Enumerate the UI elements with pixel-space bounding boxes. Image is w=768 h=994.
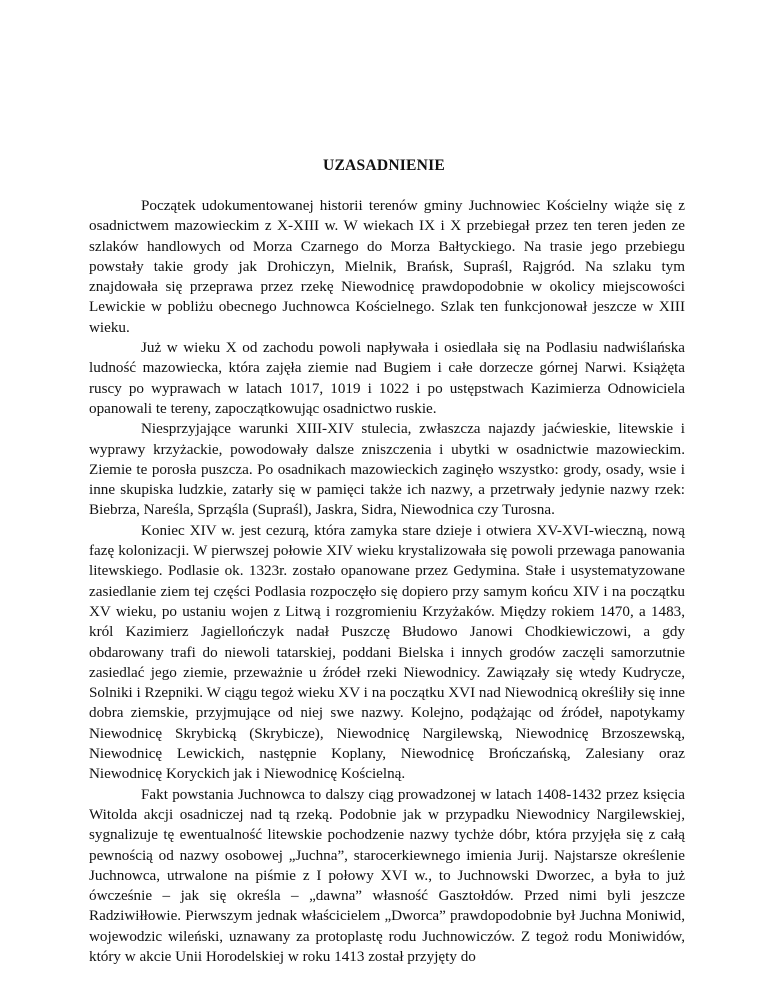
paragraph: Początek udokumentowanej historii terenów gminy Juchnowiec Kościelny wiąże się z osadnictwem mazowieckim z X-XIII w. W wiekach IX i X przebiegał przez ten teren jeden ze szlaków handlowych od Morza Czarnego do Morza Bałtyckiego. Na trasie jego przebiegu powstały takie grody jak Drohiczyn, Mielnik, Brańsk, Supraśl, Rajgród. Na szlaku tym znajdowała się przeprawa przez rzekę Niewodnicę prawdopodobnie w okolicy miejscowości Lewickie w pobliżu obecnego Juchnowca Kościelnego. Szlak ten funkcjonował jeszcze w XIII wieku.	[89, 197, 685, 336]
document-title: UZASADNIENIE	[323, 157, 445, 174]
paragraph: Już w wieku X od zachodu powoli napływała i osiedlała się na Podlasiu nadwiślańska ludność mazowiecka, która zajęła ziemie nad Bugiem i całe dorzecze górnej Narwi. Książęta ruscy po wyprawach w latach 1017, 1019 i 1022 i po ustępstwach Kazimierza Odnowiciela opanowali te tereny, zapoczątkowując osadnictwo ruskie.	[89, 339, 685, 417]
paragraph: Fakt powstania Juchnowca to dalszy ciąg prowadzonej w latach 1408-1432 przez księcia Witolda akcji osadniczej nad tą rzeką. Podobnie jak w przypadku Niewodnicy Nargilewskiej, sygnalizuje tę ewentualność litewskie pochodzenie nazwy tychże dóbr, która przyjęła się z całą pewnością od nazwy osobowej „Juchna”, starocerkiewnego imienia Jurij. Najstarsze określenie Juchnowca, utrwalone na piśmie z I połowy XVI w., to Juchnowski Dworzec, a była to już ówcześnie – jak się określa – „dawna” własność Gasztołdów. Przed nimi byli jeszcze Radziwiłłowie. Pierwszym jednak właścicielem „Dworca” prawdopodobnie był Juchna Moniwid, wojewodzic wileński, uznawany za protoplastę rodu Juchnowiczów. Z tegoż rodu Moniwidów, który w akcie Unii Horodelskiej w roku 1413 został przyjęty do	[89, 785, 685, 965]
paragraph: Koniec XIV w. jest cezurą, która zamyka stare dzieje i otwiera XV-XVI-wieczną, nową fazę kolonizacji. W pierwszej połowie XIV wieku krystalizowała się powoli przewaga panowania litewskiego. Podlasie ok. 1323r. zostało opanowane przez Gedymina. Stałe i usystematyzowane zasiedlanie ziem tej części Podlasia rozpoczęło się dopiero przy samym końcu XIV i na początku XV wieku, po ustaniu wojen z Litwą i rozgromieniu Krzyżaków. Między rokiem 1470, a 1483, król Kazimierz Jagiellończyk nadał Puszczę Błudowo Janowi Chodkiewiczowi, a gdy obdarowany trafi do niewoli tatarskiej, poddani Bielska i innych grodów zaczęli samorzutnie zasiedlać jego ziemie, przeważnie u źródeł rzeki Niewodnicy. Zawiązały się wtedy Kudrycze, Solniki i Rzepniki. W ciągu tegoż wieku XV i na początku XVI nad Niewodnicą określiły się inne dobra ziemskie, przyjmujące od niej swe nazwy. Kolejno, podążając od źródeł, napotykamy Niewodnicę Skrybicką (Skrybicze), Niewodnicę Nargilewską, Niewodnicę Brzoszewską, Niewodnicę Lewickich, następnie Koplany, Niewodnicę Brończańską, Zalesiany oraz Niewodnicę Koryckich jak i Niewodnicę Kościelną.	[89, 521, 685, 783]
document-body	[89, 196, 685, 967]
paragraph: Niesprzyjające warunki XIII-XIV stulecia, zwłaszcza najazdy jaćwieskie, litewskie i wyprawy krzyżackie, powodowały dalsze zniszczenia i ubytki w osadnictwie mazowieckim. Ziemie te porosła puszcza. Po osadnikach mazowieckich zaginęło wszystko: grody, osady, wsie i inne skupiska ludzkie, zatarły się w pamięci także ich nazwy, a przetrwały jedynie nazwy rzek: Biebrza, Nareśla, Sprząśla (Supraśl), Jaskra, Sidra, Niewodnica czy Turosna.	[89, 420, 685, 519]
